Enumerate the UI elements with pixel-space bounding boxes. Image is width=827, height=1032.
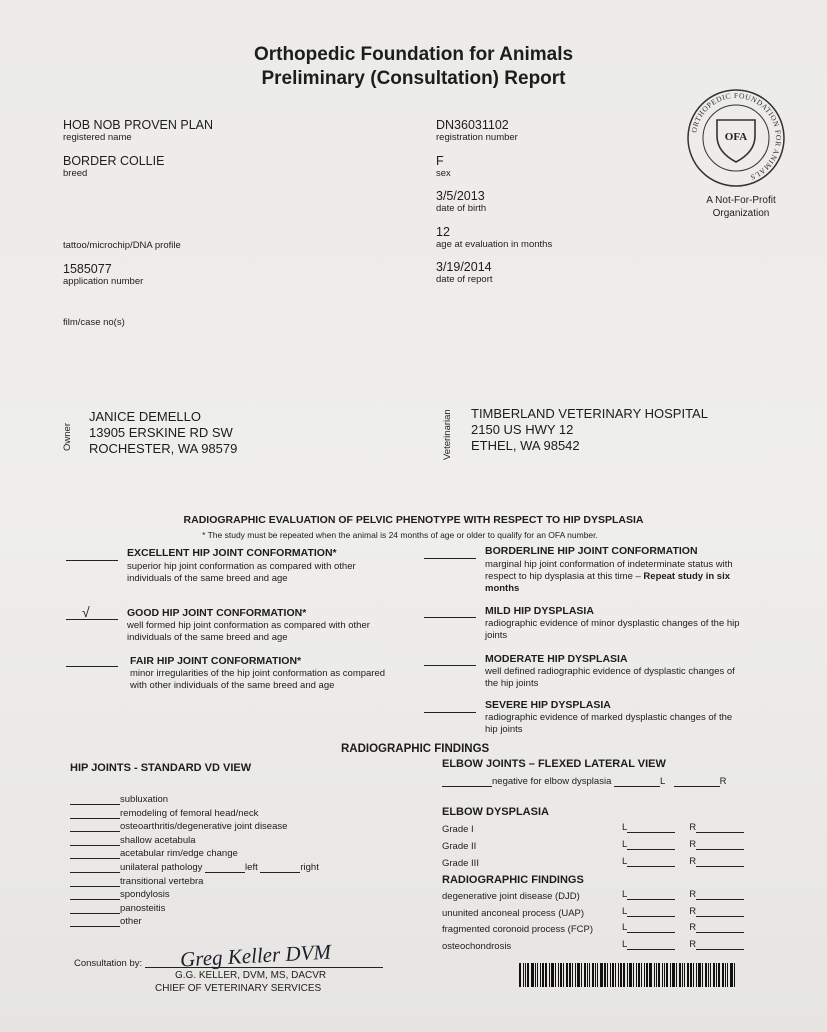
moderate-desc2: the hip joints: [485, 678, 539, 689]
barcode-bar: [682, 963, 683, 987]
barcode-bar: [666, 963, 668, 987]
barcode-bar: [615, 963, 616, 987]
barcode-bar: [584, 963, 586, 987]
elbow-negative-label: negative for elbow dysplasia: [492, 776, 612, 787]
elbow-finding-label: degenerative joint disease (DJD): [442, 891, 580, 902]
severe-desc2: hip joints: [485, 724, 523, 735]
good-title: GOOD HIP JOINT CONFORMATION*: [127, 607, 307, 619]
elbow-grade-right-blank[interactable]: [696, 832, 744, 833]
barcode-bar: [646, 963, 648, 987]
barcode-bar: [633, 963, 634, 987]
barcode-bar: [558, 963, 559, 987]
hip-finding-row: [70, 808, 258, 819]
barcode-bar: [693, 963, 694, 987]
hip-finding-row: [70, 889, 170, 900]
hip-finding-blank[interactable]: [70, 831, 120, 832]
barcode-bar: [636, 963, 637, 987]
elbow-finding-L: L: [622, 889, 628, 900]
elbow-negative-row: [442, 776, 726, 787]
borderline-desc2-line: [485, 571, 730, 583]
barcode-bar: [523, 963, 524, 987]
hip-finding-label: subluxation: [120, 794, 169, 805]
vet-name: TIMBERLAND VETERINARY HOSPITAL: [471, 406, 708, 421]
signer-name: G.G. KELLER, DVM, MS, DACVR: [175, 970, 327, 981]
film-case-label: film/case no(s): [63, 317, 125, 328]
elbow-finding-R: R: [689, 938, 697, 950]
owner-side-label: Owner: [62, 423, 73, 451]
barcode-bar: [612, 963, 614, 987]
barcode-bar: [713, 963, 715, 987]
rf-heading: RADIOGRAPHIC FINDINGS: [442, 874, 584, 886]
excellent-desc2: individuals of the same breed and age: [127, 573, 288, 584]
findings-heading: RADIOGRAPHIC FINDINGS: [341, 743, 490, 755]
elbow-negative-blank[interactable]: [442, 786, 492, 787]
barcode-bar: [702, 963, 703, 987]
hip-finding-row: [70, 862, 319, 873]
barcode-bar: [644, 963, 645, 987]
barcode-bar: [551, 963, 554, 987]
severe-desc1: radiographic evidence of marked dysplastic changes of the: [485, 712, 733, 723]
elbow-finding-lr: [622, 906, 744, 917]
consult-label: Consultation by:: [74, 958, 143, 969]
barcode-bar: [662, 963, 663, 987]
good-check-mark: √: [82, 604, 90, 620]
excellent-checkbox[interactable]: [66, 560, 118, 561]
owner-address1: 13905 ERSKINE RD SW: [89, 425, 233, 440]
elbow-grade-lr: [622, 822, 744, 833]
hip-finding-label: remodeling of femoral head/neck: [120, 807, 259, 819]
elbow-finding-R: R: [689, 922, 697, 933]
barcode-bar: [722, 963, 724, 987]
unilateral-left-blank[interactable]: [205, 872, 245, 873]
seal-center-text: OFA: [724, 131, 748, 143]
barcode-bar: [549, 963, 550, 987]
ofa-seal-icon: [686, 88, 786, 188]
good-desc1: well formed hip joint conformation as compared with other: [127, 620, 370, 631]
elbow-finding-label: ununited anconeal process (UAP): [442, 907, 585, 919]
registered-name-label: registered name: [63, 132, 132, 143]
barcode-bar: [577, 963, 580, 987]
barcode-bar: [641, 963, 642, 987]
barcode-bar: [595, 963, 596, 987]
elbow-grade-lr: [622, 839, 744, 850]
elbow-grade-L: L: [622, 822, 628, 833]
elbow-finding-right-blank[interactable]: [696, 949, 744, 950]
barcode-bar: [670, 963, 671, 987]
barcode-bar: [629, 963, 632, 987]
barcode-bar: [623, 963, 625, 987]
barcode-bar: [716, 963, 717, 987]
barcode-bar: [664, 963, 665, 987]
hip-finding-row: [70, 821, 287, 832]
barcode-bar: [545, 963, 547, 987]
barcode-bar: [566, 963, 568, 987]
barcode-bar: [555, 963, 556, 987]
elbow-finding-lr: [622, 922, 744, 933]
barcode-bar: [656, 963, 657, 987]
barcode-bar: [572, 963, 573, 987]
severe-checkbox[interactable]: [424, 712, 476, 713]
signature-script-text: Greg Keller DVM: [179, 939, 332, 972]
vet-side-label: Veterinarian: [442, 409, 453, 460]
signer-title: CHIEF OF VETERINARY SERVICES: [155, 983, 322, 994]
barcode-bar: [519, 963, 521, 987]
elbow-finding-L: L: [622, 922, 628, 933]
barcode-bar: [679, 963, 681, 987]
dob-label: date of birth: [436, 203, 487, 214]
severe-title: SEVERE HIP DYSPLASIA: [485, 699, 611, 711]
barcode-bar: [618, 963, 619, 987]
fair-checkbox[interactable]: [66, 666, 118, 667]
barcode-bar: [696, 963, 697, 987]
elbow-finding-R: R: [689, 889, 697, 900]
barcode-bar: [589, 963, 590, 987]
elbow-grade-label: Grade II: [442, 841, 477, 852]
barcode-bar: [527, 963, 529, 987]
elbow-grade-left-blank[interactable]: [627, 832, 675, 833]
hip-finding-label: transitional vertebra: [120, 875, 204, 887]
barcode-bar: [708, 963, 709, 987]
elbow-grade-L: L: [622, 839, 628, 850]
mild-title: MILD HIP DYSPLASIA: [485, 605, 594, 617]
eval-heading: RADIOGRAPHIC EVALUATION OF PELVIC PHENOTYPE WITH RESPECT TO HIP DYSPLASIA: [183, 514, 644, 526]
barcode-bar: [535, 963, 536, 987]
elbow-finding-left-blank[interactable]: [627, 949, 675, 950]
hip-finding-label: osteoarthritis/degenerative joint disease: [120, 821, 288, 833]
barcode-bar: [690, 963, 692, 987]
signature-line: [145, 967, 383, 968]
borderline-desc3: months: [485, 583, 520, 594]
hip-finding-row: [70, 835, 196, 846]
sex-label: sex: [436, 168, 451, 179]
barcode-bar: [687, 963, 689, 987]
barcode-bar: [600, 963, 603, 987]
elbow-grade-right-blank[interactable]: [696, 866, 744, 867]
eval-note: * The study must be repeated when the animal is 24 months of age or older to qualify for an OFA number.: [202, 530, 598, 540]
barcode-bar: [592, 963, 594, 987]
sex-value: F: [436, 154, 444, 168]
borderline-desc2-bold: Repeat study in six: [643, 571, 731, 582]
elbow-grade-R: R: [689, 839, 697, 850]
vet-address1: 2150 US HWY 12: [471, 422, 574, 437]
barcode-bar: [537, 963, 538, 987]
barcode-bar: [734, 963, 735, 987]
good-desc2: individuals of the same breed and age: [127, 632, 288, 643]
barcode-bar: [604, 963, 606, 987]
barcode-bar: [638, 963, 640, 987]
fair-desc1: minor irregularities of the hip joint conformation as compared: [130, 668, 386, 679]
mild-desc1: radiographic evidence of minor dysplastic changes of the hip: [485, 618, 740, 629]
elbow-finding-left-blank[interactable]: [627, 932, 675, 933]
dob-value: 3/5/2013: [436, 189, 485, 203]
hip-finding-blank[interactable]: [70, 872, 120, 873]
barcode-bar: [658, 963, 660, 987]
elbow-grade-R: R: [689, 822, 697, 833]
unilateral-left-label: left: [245, 862, 258, 873]
org-tagline-line1: A Not-For-Profit: [706, 195, 776, 206]
application-number-label: application number: [63, 276, 144, 287]
elbow-negative-L: L: [660, 776, 665, 787]
borderline-checkbox[interactable]: [424, 558, 476, 559]
hip-finding-blank[interactable]: [70, 845, 120, 846]
elbow-finding-L: L: [622, 905, 628, 917]
report-date-value: 3/19/2014: [436, 260, 492, 274]
moderate-desc1: well defined radiographic evidence of dysplastic changes of: [485, 666, 735, 677]
fair-desc2: with other individuals of the same breed and age: [130, 680, 335, 691]
elbow-grade-R: R: [689, 856, 697, 867]
elbow-finding-R: R: [689, 905, 697, 917]
hip-finding-blank[interactable]: [70, 926, 120, 927]
elbow-grade-L: L: [622, 856, 628, 867]
application-number-value: 1585077: [63, 262, 112, 276]
elbow-finding-label: osteochondrosis: [442, 940, 512, 952]
barcode-bar: [563, 963, 564, 987]
report-title-line2: Preliminary (Consultation) Report: [261, 68, 566, 89]
barcode-bar: [684, 963, 685, 987]
hip-finding-blank[interactable]: [70, 804, 120, 805]
barcode: [519, 963, 737, 987]
good-checkbox[interactable]: [66, 619, 118, 620]
barcode-bar: [540, 963, 541, 987]
barcode-bar: [525, 963, 526, 987]
hip-finding-row: [70, 916, 142, 927]
hip-heading: HIP JOINTS - STANDARD VD VIEW: [70, 762, 252, 774]
report-title-line1: Orthopedic Foundation for Animals: [253, 44, 574, 65]
borderline-desc2: respect to hip dysplasia at this time –: [485, 571, 644, 582]
elbow-heading: ELBOW JOINTS – FLEXED LATERAL VIEW: [442, 758, 666, 770]
elbow-grade-label: Grade I: [442, 824, 474, 835]
excellent-title: EXCELLENT HIP JOINT CONFORMATION*: [127, 547, 337, 559]
elbow-finding-right-blank[interactable]: [696, 916, 744, 917]
elbow-finding-lr: [622, 889, 744, 900]
elbow-finding-label: fragmented coronoid process (FCP): [442, 924, 594, 935]
barcode-bar: [581, 963, 582, 987]
hip-finding-label: unilateral pathology: [120, 862, 203, 873]
elbow-grade-left-blank[interactable]: [627, 866, 675, 867]
hip-finding-blank[interactable]: [70, 886, 120, 887]
fair-title: FAIR HIP JOINT CONFORMATION*: [130, 655, 302, 667]
barcode-bar: [627, 963, 628, 987]
hip-finding-label: other: [120, 916, 142, 928]
elbow-finding-right-blank[interactable]: [696, 932, 744, 933]
hip-finding-row: [70, 876, 203, 887]
barcode-bar: [698, 963, 701, 987]
elbow-negative-R: R: [719, 776, 727, 787]
elbow-finding-lr: [622, 939, 744, 950]
hip-finding-label: acetabular rim/edge change: [120, 848, 238, 860]
barcode-bar: [676, 963, 677, 987]
barcode-bar: [607, 963, 608, 987]
hip-finding-row: [70, 848, 238, 859]
barcode-bar: [597, 963, 598, 987]
breed-value: BORDER COLLIE: [63, 154, 165, 168]
owner-name: JANICE DEMELLO: [89, 409, 201, 424]
hip-finding-label: shallow acetabula: [120, 834, 196, 846]
hip-finding-label: panosteitis: [120, 902, 166, 914]
barcode-bar: [569, 963, 571, 987]
vet-address2: ETHEL, WA 98542: [471, 438, 580, 453]
registration-number-value: DN36031102: [436, 118, 509, 132]
hip-finding-row: [70, 903, 165, 914]
elbow-finding-left-blank[interactable]: [627, 899, 675, 900]
elbow-grade-right-blank[interactable]: [696, 849, 744, 850]
owner-address2: ROCHESTER, WA 98579: [89, 441, 238, 456]
elbow-dysplasia-heading: ELBOW DYSPLASIA: [442, 806, 549, 818]
moderate-checkbox[interactable]: [424, 665, 476, 666]
mild-desc2: joints: [485, 630, 508, 641]
borderline-desc1: marginal hip joint conformation of indeterminate status with: [485, 559, 733, 570]
registered-name-value: HOB NOB PROVEN PLAN: [63, 118, 214, 132]
barcode-bar: [727, 963, 728, 987]
barcode-bar: [649, 963, 652, 987]
hip-finding-row: [70, 794, 168, 805]
age-label: age at evaluation in months: [436, 239, 553, 250]
elbow-finding-right-blank[interactable]: [696, 899, 744, 900]
breed-label: breed: [63, 168, 88, 179]
age-value: 12: [436, 225, 450, 239]
elbow-negative-right-blank[interactable]: [674, 786, 720, 787]
barcode-bar: [718, 963, 720, 987]
elbow-grade-label: Grade III: [442, 858, 479, 869]
elbow-negative-left-blank[interactable]: [614, 786, 660, 787]
tattoo-label: tattoo/microchip/DNA profile: [63, 240, 181, 251]
barcode-bar: [705, 963, 707, 987]
hip-finding-blank[interactable]: [70, 913, 120, 914]
barcode-bar: [531, 963, 534, 987]
barcode-bar: [620, 963, 622, 987]
barcode-bar: [672, 963, 675, 987]
barcode-bar: [725, 963, 726, 987]
barcode-bar: [587, 963, 588, 987]
barcode-bar: [730, 963, 733, 987]
barcode-bar: [654, 963, 655, 987]
unilateral-right-blank[interactable]: [260, 872, 300, 873]
hip-finding-blank[interactable]: [70, 899, 120, 900]
mild-checkbox[interactable]: [424, 617, 476, 618]
barcode-bar: [710, 963, 711, 987]
borderline-title: BORDERLINE HIP JOINT CONFORMATION: [485, 545, 698, 557]
moderate-title: MODERATE HIP DYSPLASIA: [485, 653, 628, 665]
excellent-desc1: superior hip joint conformation as compared with other: [127, 561, 356, 572]
org-tagline-line2: Organization: [712, 208, 770, 219]
seal-ring-text: ORTHOPEDIC FOUNDATION FOR ANIMALS: [689, 90, 784, 183]
report-date-label: date of report: [436, 274, 493, 285]
hip-finding-blank[interactable]: [70, 818, 120, 819]
barcode-bar: [575, 963, 576, 987]
elbow-finding-L: L: [622, 938, 628, 950]
elbow-finding-left-blank[interactable]: [627, 916, 675, 917]
barcode-bar: [542, 963, 544, 987]
hip-finding-label: spondylosis: [120, 889, 170, 901]
barcode-bar: [560, 963, 562, 987]
registration-number-label: registration number: [436, 132, 518, 143]
elbow-grade-lr: [622, 856, 744, 867]
hip-finding-blank[interactable]: [70, 858, 120, 859]
elbow-grade-left-blank[interactable]: [627, 849, 675, 850]
barcode-bar: [610, 963, 611, 987]
unilateral-right-label: right: [300, 862, 319, 873]
